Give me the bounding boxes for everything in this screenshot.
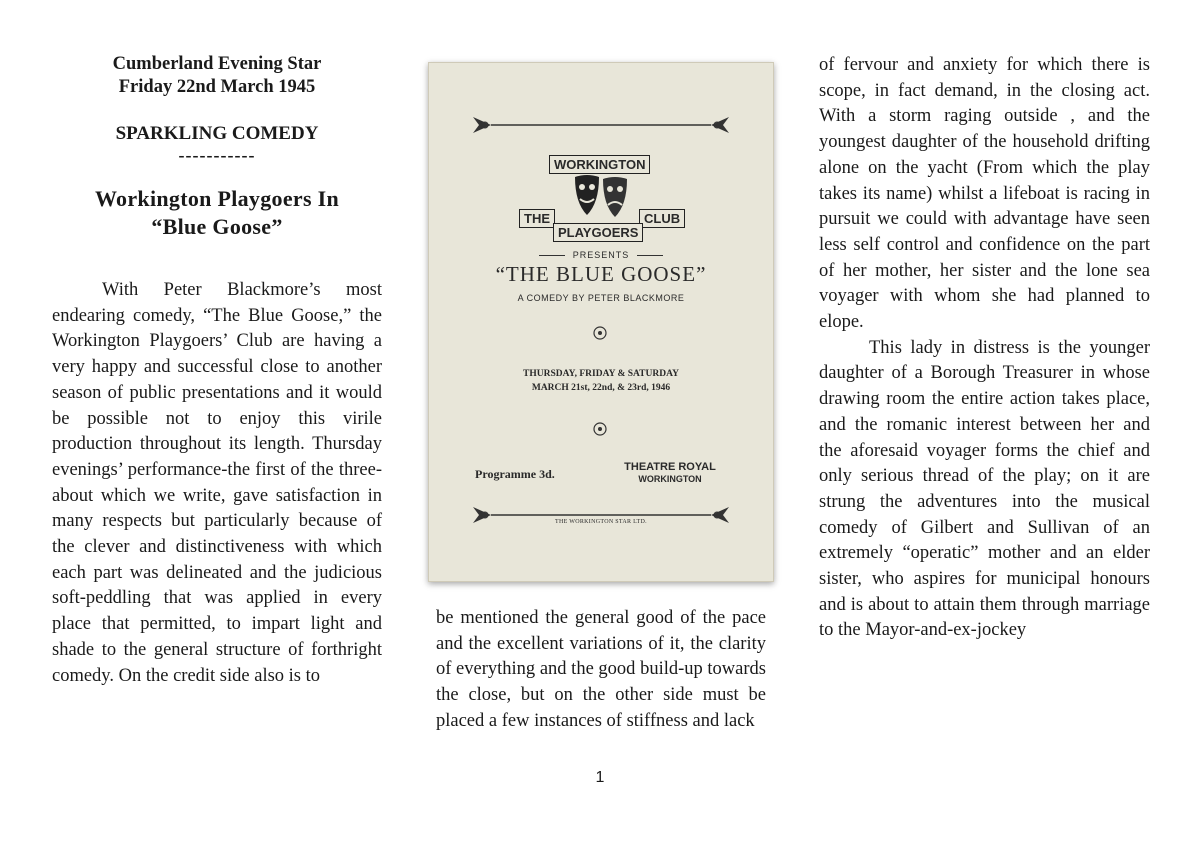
logo-club-label: CLUB [639,209,685,228]
article-paragraph: be mentioned the general good of the pace and the excellent variations of it, the clarity of everything and the good build-up towards the close, but on the other side must be placed a few instances of stiffness and lack [436,608,766,731]
ornament-rule-top [471,113,731,137]
programme-cover-image [428,62,774,582]
printer-credit: THE WORKINGTON STAR LTD. [555,519,647,525]
dates-line-1: THURSDAY, FRIDAY & SATURDAY [523,369,679,379]
venue-line-1: THEATRE ROYAL [624,461,716,473]
subheading: SPARKLING COMEDY [115,123,319,144]
article-column-1 [52,278,382,689]
page-number: 1 [595,769,605,786]
logo-the-label: THE [519,209,555,228]
theatre-masks-icon [569,173,633,221]
headline-line-1: Workington Playgoers In [94,186,340,211]
article-paragraph: of fervour and anxiety for which there is scope, in fact demand, in the closing act. With a storm raging outside , and the youngest daughter of the household drifting alone on the yacht (From which the play takes its name) whilst a lifeboat is racing in pursuit we could with advantage have seen less self control and confidence on the part of her mother, her sister and the lone sea voyager with whom she had planned to elope. [819,55,1150,333]
venue [615,461,725,485]
dash-divider: ----------- [178,145,256,165]
venue-line-2: WORKINGTON [638,474,702,484]
play-title: “THE BLUE GOOSE” [495,262,707,286]
article-column-3 [819,53,1150,644]
newspaper-name: Cumberland Evening Star [112,54,322,74]
presents-text: PRESENTS [572,250,630,260]
logo-playgoers-label: PLAYGOERS [553,223,643,242]
logo-workington-label: WORKINGTON [549,155,650,174]
article-column-2 [436,606,766,735]
programme-price: Programme 3d. [475,467,555,481]
article-paragraph: With Peter Blackmore’s most endearing comedy, “The Blue Goose,” the Workington Playgoers’ Club are having a very happy and successful close to another season of public presentations and it would be possible not to enjoy this virile production throughout its length. Thursday evenings’ performance-the first of the three-about which we write, gave satisfaction in many respects but particularly because of the clever and distinctiveness with which each part was delineated and the judicious soft-peddling that was applied in every place that permitted, to impart light and shade to the general structure of forthright comedy. On the credit side also is to [52,280,382,686]
masthead [52,53,382,99]
presents-label [429,250,773,260]
play-byline: A COMEDY BY PETER BLACKMORE [517,293,685,303]
headline-line-2: “Blue Goose” [151,214,283,239]
article-paragraph: This lady in distress is the younger daughter of a Borough Treasurer in whose drawing room the entire action takes place, and the romanic interest between her and the aforesaid voyager forms the chief and only serious thread of the play; on it are strung the adventures into the musical comedy of Gilbert and Sullivan of an extremely “operatic” mother and an elder sister, who aspires for municipal honours and is about to attain them through marriage to the Mayor-and-ex-jockey [819,337,1150,641]
ornament-icon [592,325,608,341]
ornament-icon [592,421,608,437]
dates-line-2: MARCH 21st, 22nd, & 23rd, 1946 [531,383,671,393]
newspaper-date: Friday 22nd March 1945 [118,77,316,97]
headline [52,185,382,241]
